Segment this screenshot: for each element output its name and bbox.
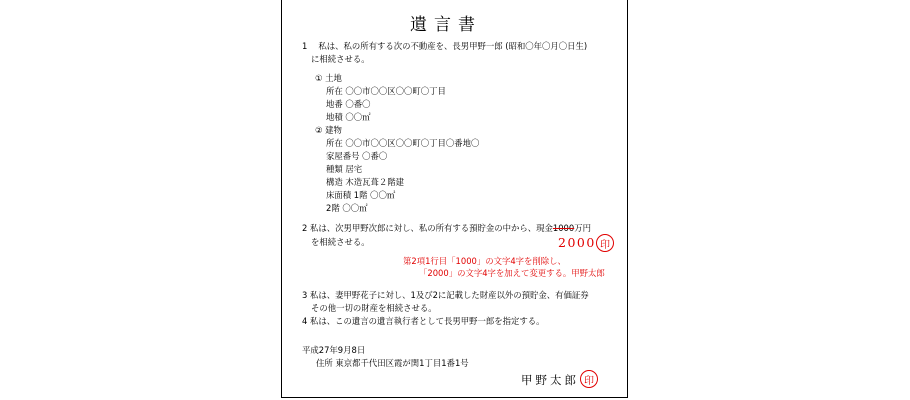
- building-header: ② 建物: [315, 125, 342, 135]
- clause-1-line-1: 1 私は、私の所有する次の不動産を、長男甲野一郎 (昭和〇年〇月〇日生): [302, 41, 588, 51]
- building-house-number: 家屋番号 〇番〇: [326, 151, 388, 161]
- clause-1-line-2: に相続させる。: [311, 54, 370, 64]
- struck-amount: 1000: [552, 223, 575, 233]
- clause-2-suffix: 万円: [574, 223, 591, 233]
- signature-seal-icon: 印: [580, 370, 598, 388]
- land-location: 所在 〇〇市〇〇区〇〇町〇丁目: [326, 86, 446, 96]
- document-title: 遺言書: [410, 15, 482, 35]
- will-date: 平成27年9月8日: [302, 345, 366, 355]
- correction-note-line-2: 「2000」の文字4字を加えて変更する。甲野太郎: [419, 268, 605, 278]
- building-type: 種類 居宅: [326, 164, 363, 174]
- building-structure: 構造 木造瓦葺２階建: [326, 177, 405, 187]
- testator-signature: 甲野太郎: [521, 373, 579, 387]
- will-document: [281, 0, 628, 398]
- testator-address: 住所 東京都千代田区霞が関1丁目1番1号: [316, 358, 469, 368]
- clause-2-line-2: を相続させる。: [311, 237, 370, 247]
- correction-seal-icon: 印: [596, 234, 614, 252]
- clause-2-prefix: 2 私は、次男甲野次郎に対し、私の所有する預貯金の中から、現金: [302, 223, 553, 233]
- building-location: 所在 〇〇市〇〇区〇〇町〇丁目〇番地〇: [326, 138, 480, 148]
- clause-2-line-1: [302, 223, 591, 234]
- land-header: ① 土地: [315, 73, 342, 83]
- building-floor-area-2: 2階 〇〇㎡: [326, 203, 368, 213]
- clause-4: 4 私は、この遺言の遺言執行者として長男甲野一郎を指定する。: [302, 316, 545, 326]
- clause-3-line-1: 3 私は、妻甲野花子に対し、1及び2に記載した財産以外の預貯金、有価証券: [302, 290, 589, 300]
- building-floor-area-1: 床面積 1階 〇〇㎡: [326, 190, 396, 200]
- land-lot-number: 地番 〇番〇: [326, 99, 371, 109]
- correction-note-line-1: 第2項1行目「1000」の文字4字を削除し、: [403, 256, 566, 266]
- clause-3-line-2: その他一切の財産を相続させる。: [311, 303, 437, 313]
- land-area: 地積 〇〇㎡: [326, 112, 371, 122]
- correction-amount: 2000: [558, 235, 596, 250]
